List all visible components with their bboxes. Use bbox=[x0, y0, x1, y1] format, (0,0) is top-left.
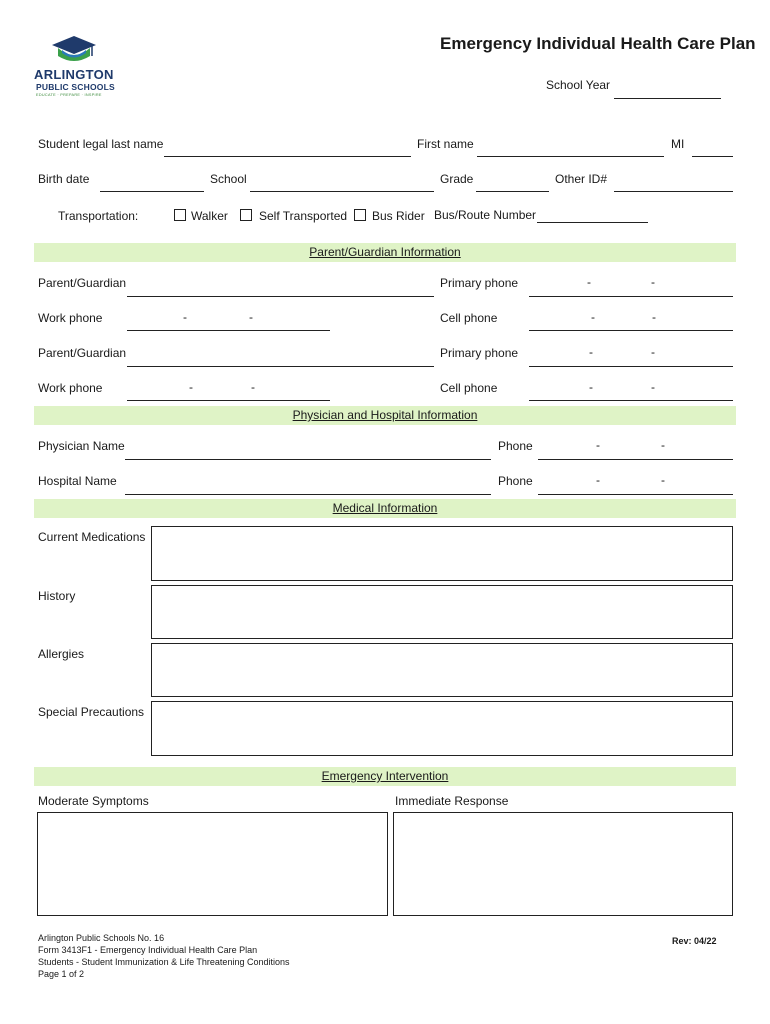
phone-dash: - bbox=[591, 310, 595, 324]
work-phone-1-label: Work phone bbox=[38, 311, 103, 325]
phone-dash: - bbox=[596, 438, 600, 452]
emergency-section-header: Emergency Intervention bbox=[34, 767, 736, 786]
precautions-field[interactable] bbox=[151, 701, 733, 756]
phone-dash: - bbox=[589, 345, 593, 359]
immediate-response-label: Immediate Response bbox=[395, 794, 509, 808]
logo-name: ARLINGTON bbox=[34, 67, 114, 82]
phone-dash: - bbox=[651, 345, 655, 359]
birth-date-label: Birth date bbox=[38, 172, 90, 186]
phone-dash: - bbox=[661, 438, 665, 452]
parent-2-field[interactable] bbox=[127, 366, 434, 367]
parent-1-label: Parent/Guardian bbox=[38, 276, 127, 290]
phone-dash: - bbox=[596, 473, 600, 487]
school-label: School bbox=[210, 172, 247, 186]
parent-2-label: Parent/Guardian bbox=[38, 346, 127, 360]
phone-dash: - bbox=[587, 275, 591, 289]
primary-phone-2-label: Primary phone bbox=[440, 346, 519, 360]
walker-label: Walker bbox=[191, 209, 228, 223]
other-id-label: Other ID# bbox=[555, 172, 608, 186]
grade-label: Grade bbox=[440, 172, 474, 186]
work-phone-1-field[interactable] bbox=[127, 330, 330, 331]
footer-line: Form 3413F1 - Emergency Individual Health Care Plan bbox=[38, 945, 258, 955]
mi-label: MI bbox=[671, 137, 685, 151]
phone-dash: - bbox=[589, 380, 593, 394]
hospital-name-label: Hospital Name bbox=[38, 474, 117, 488]
physician-section-header: Physician and Hospital Information bbox=[34, 406, 736, 425]
physician-name-label: Physician Name bbox=[38, 439, 125, 453]
self-transported-checkbox[interactable] bbox=[240, 209, 252, 221]
primary-phone-1-label: Primary phone bbox=[440, 276, 519, 290]
walker-checkbox[interactable] bbox=[174, 209, 186, 221]
work-phone-2-label: Work phone bbox=[38, 381, 103, 395]
logo-subtitle: PUBLIC SCHOOLS bbox=[36, 82, 115, 92]
allergies-label: Allergies bbox=[38, 647, 85, 661]
phone-dash: - bbox=[183, 310, 187, 324]
district-logo bbox=[30, 34, 122, 100]
cell-phone-1-label: Cell phone bbox=[440, 311, 498, 325]
primary-phone-2-field[interactable] bbox=[529, 366, 733, 367]
phone-dash: - bbox=[661, 473, 665, 487]
first-name-label: First name bbox=[417, 137, 474, 151]
bus-rider-checkbox[interactable] bbox=[354, 209, 366, 221]
cell-phone-2-field[interactable] bbox=[529, 400, 733, 401]
revision-label: Rev: 04/22 bbox=[672, 936, 717, 946]
footer-info bbox=[38, 932, 289, 980]
school-year-label: School Year bbox=[546, 78, 611, 92]
moderate-symptoms-field[interactable] bbox=[37, 812, 388, 916]
logo-tagline: EDUCATE · PREPARE · INSPIRE bbox=[36, 93, 102, 97]
school-field[interactable] bbox=[250, 191, 434, 192]
bus-rider-label: Bus Rider bbox=[372, 209, 425, 223]
bus-route-label: Bus/Route Number bbox=[434, 208, 537, 222]
phone-dash: - bbox=[652, 310, 656, 324]
school-year-field[interactable] bbox=[614, 98, 721, 99]
hospital-name-field[interactable] bbox=[125, 494, 491, 495]
history-label: History bbox=[38, 589, 76, 603]
footer-line: Arlington Public Schools No. 16 bbox=[38, 933, 165, 943]
physician-name-field[interactable] bbox=[125, 459, 491, 460]
allergies-field[interactable] bbox=[151, 643, 733, 697]
birth-date-field[interactable] bbox=[100, 191, 204, 192]
parent-1-field[interactable] bbox=[127, 296, 434, 297]
mi-field[interactable] bbox=[692, 156, 733, 157]
physician-phone-field[interactable] bbox=[538, 459, 733, 460]
form-title: Emergency Individual Health Care Plan bbox=[440, 34, 756, 53]
work-phone-2-field[interactable] bbox=[127, 400, 330, 401]
history-field[interactable] bbox=[151, 585, 733, 639]
guardian-section-header: Parent/Guardian Information bbox=[34, 243, 736, 262]
bus-route-field[interactable] bbox=[537, 222, 648, 223]
self-transported-label: Self Transported bbox=[259, 209, 348, 223]
grade-field[interactable] bbox=[476, 191, 549, 192]
phone-dash: - bbox=[249, 310, 253, 324]
medications-label: Current Medications bbox=[38, 530, 146, 544]
phone-dash: - bbox=[651, 380, 655, 394]
cell-phone-1-field[interactable] bbox=[529, 330, 733, 331]
physician-phone-label: Phone bbox=[498, 439, 533, 453]
phone-dash: - bbox=[189, 380, 193, 394]
graduation-cap-icon bbox=[50, 34, 98, 66]
footer-line: Students - Student Immunization & Life Threatening Conditions bbox=[38, 957, 290, 967]
primary-phone-1-field[interactable] bbox=[529, 296, 733, 297]
moderate-symptoms-label: Moderate Symptoms bbox=[38, 794, 149, 808]
hospital-phone-label: Phone bbox=[498, 474, 533, 488]
phone-dash: - bbox=[251, 380, 255, 394]
precautions-label: Special Precautions bbox=[38, 705, 145, 719]
transportation-label: Transportation: bbox=[58, 209, 139, 223]
phone-dash: - bbox=[651, 275, 655, 289]
immediate-response-field[interactable] bbox=[393, 812, 733, 916]
last-name-label: Student legal last name bbox=[38, 137, 164, 151]
hospital-phone-field[interactable] bbox=[538, 494, 733, 495]
cell-phone-2-label: Cell phone bbox=[440, 381, 498, 395]
footer-line: Page 1 of 2 bbox=[38, 969, 85, 979]
last-name-field[interactable] bbox=[164, 156, 411, 157]
medical-section-header: Medical Information bbox=[34, 499, 736, 518]
medications-field[interactable] bbox=[151, 526, 733, 581]
other-id-field[interactable] bbox=[614, 191, 733, 192]
first-name-field[interactable] bbox=[477, 156, 664, 157]
